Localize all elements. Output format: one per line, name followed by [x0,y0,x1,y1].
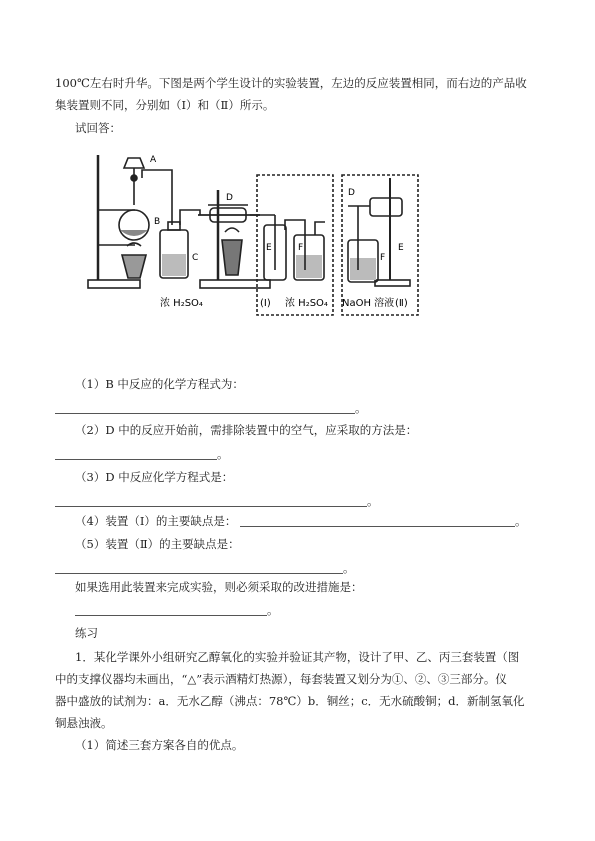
question-5: （5）装置（Ⅱ）的主要缺点是： [75,537,240,551]
question-1: （1）B 中反应的化学方程式为： [75,377,244,391]
answer-line-followup [75,599,565,621]
stand-base-left [88,280,140,288]
stand-base-middle [200,280,270,288]
answer-line-1 [55,397,545,419]
label-d-ii: D [348,188,355,198]
followup-question: 如果选用此装置来完成实验，则必须采取的改进措施是： [75,580,363,594]
end-mark-q1: 。 [355,401,367,415]
blank-q2[interactable] [55,445,217,460]
blank-q3[interactable] [55,492,367,507]
blank-q1[interactable] [55,399,355,414]
label-d: D [226,193,233,203]
question-2: （2）D 中的反应开始前，需排除装置中的空气，应采取的方法是： [75,423,418,437]
caption-naoh-solution: NaOH 溶液 [342,298,395,309]
label-b: B [154,217,161,227]
label-c: C [192,253,199,263]
end-mark-q5: 。 [343,561,355,575]
collector-d-ii [370,198,402,216]
intro-line-1: 100℃左右时升华。下图是两个学生设计的实验装置，左边的反应装置相同，而右边的产品收 [55,76,527,90]
question-3: （3）D 中反应化学方程式是： [75,470,234,484]
exercise-p1-line-1: 1．某化学课外小组研究乙醇氧化的实验并验证其产物，设计了甲、乙、丙三套装置（图 [75,650,520,664]
burner-middle [222,240,242,275]
blank-followup[interactable] [75,601,267,616]
caption-conc-h2so4-left: 浓 H₂SO₄ [160,298,203,309]
answer-line-3 [55,490,545,512]
caption-setup-ii: (Ⅱ) [395,298,408,309]
answer-prompt: 试回答： [75,121,121,135]
exercise-p1-line-4: 铜悬浊液。 [55,716,113,730]
question-4-line [75,510,565,532]
end-mark-q3: 。 [367,494,379,508]
label-e-i: E [266,243,272,253]
exercise-p1-line-3: 器中盛放的试剂为：a．无水乙醇（沸点：78℃）b．铜丝；c．无水硫酸铜；d．新制氢氧化 [55,694,525,708]
apparatus-figure [80,150,500,325]
label-a: A [150,155,157,165]
exercise-heading: 练习 [75,626,98,640]
burner-left [122,255,146,278]
end-mark-followup: 。 [267,603,279,617]
blank-q5[interactable] [55,559,343,574]
label-f-i: F [298,243,304,253]
caption-conc-h2so4-right: 浓 H₂SO₄ [285,298,328,309]
question-4: （4）装置（Ⅰ）的主要缺点是： [75,514,237,528]
separatory-funnel-a [124,158,144,168]
label-e-ii: E [398,243,404,253]
intro-line-2: 集装置则不同，分别如（Ⅰ）和（Ⅱ）所示。 [55,98,275,112]
end-mark-q2: 。 [217,447,229,461]
exercise-sub-1: （1）简述三套方案各自的优点。 [75,738,244,752]
caption-setup-i: (Ⅰ) [260,298,271,309]
end-mark-q4: 。 [515,514,527,528]
exercise-p1-line-2: 中的支撑仪器均未画出，“△”表示酒精灯热源），每套装置又划分为①、②、③三部分。仪 [55,672,507,686]
label-f-ii: F [380,253,386,263]
blank-q4[interactable] [240,512,515,527]
answer-line-2 [55,443,545,465]
